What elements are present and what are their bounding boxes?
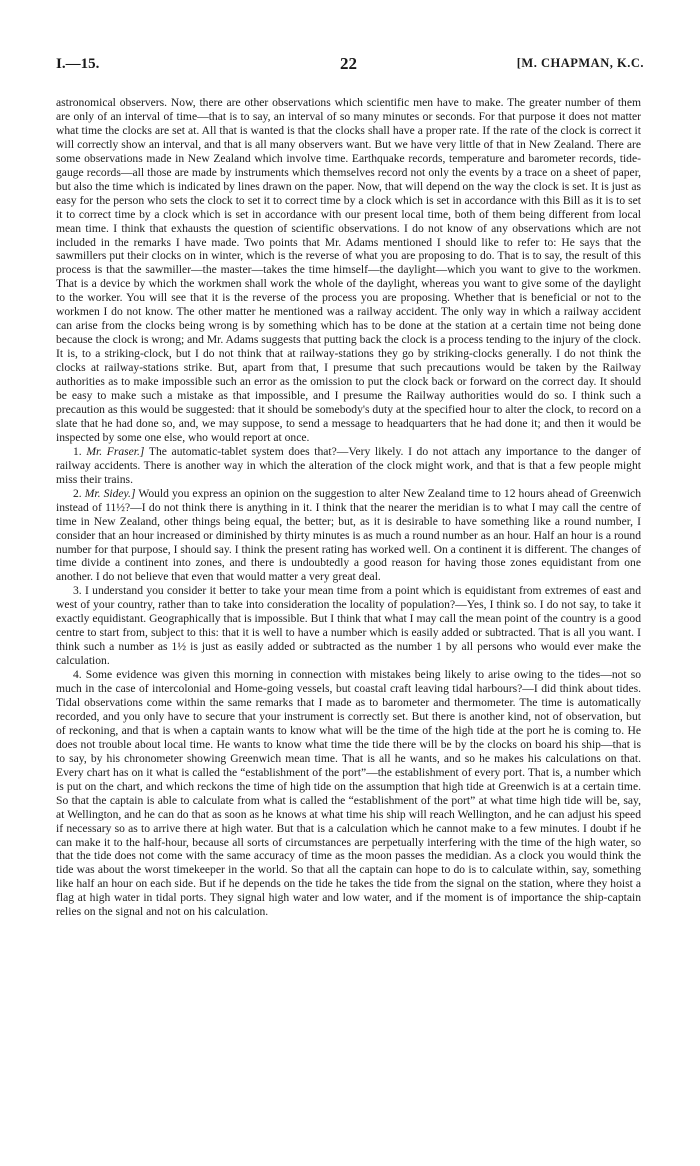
paragraph-text: astronomical observers. Now, there are other observations which scientific men have to make. The greater number of them are only of an interval of time—that is to say, an interval of so many minutes or seconds. For that purpose it does not matter what time the clocks are set at. All that is wanted is that the clocks shall have a proper rate. If the rate of the clock is correct it will correctly show an interval, and that is all many observers want. But we have very little of that in New Zealand. There are some observations made in New Zealand which involve time. Earthquake records, temperature and barometer records, tide-gauge records—all those are made by instruments which themselves record not only the events by a trace on a sheet of paper, but also the time which is indicated by lines drawn on the paper. Now, that will depend on the way the clock is set. It is just as easy for the person who sets the clock to set it to correct time by a clock which is set in accordance with this Bill as it is to set it to correct time by a clock which is set in accordance with our present local time, both of them being different from local mean time. I think that exhausts the question of scientific observations. I do not know of any observations which are not included in the remarks I have made. Two points that Mr. Adams mentioned I should like to refer to: He says that the sawmillers put their clocks on in winter, which is the reverse of what you are proposing to do. That is to say, the result of this process is that the sawmiller—the master—takes the time himself—the daylight—which you want to give to the workmen. That is a device by which the workmen shall work the whole of the daylight, whereas you want to give some of the daylight to the worker. You will see that it is the reverse of the process you are proposing. Whether that is beneficial or not to the workmen I do not know. The other matter he mentioned was a railway accident. The only way in which a railway accident can arise from the clocks being wrong is by something which has to be done at the station at a certain time not being done because the clock is wrong; and Mr. Adams suggests that putting back the clock is a process tending to the injury of the clock. It is, to a striking-clock, but I do not think that at railway-stations they go by striking-clocks generally. I do not think the clocks at railway-stations strike. But, apart from that, I presume that such precautions would be taken by the Railway authorities as to make impossible such an error as the omission to put the clock back or forward on the correct day. It should be easy to make such a mistake as that impossible, and I presume the Railway authorities would do so. I think such a precaution as this would be suggested: that it should be somebody's duty at the specified hour to alter the clock, to record on a slate that he had done so, and, we may suppose, to send a message to headquarters that he had done it; and then it would be inspected by some one else, who would report at once. (56, 96, 641, 444)
question-number: 2. (73, 486, 82, 500)
question-paragraph (56, 584, 641, 668)
question-paragraph (56, 668, 641, 919)
paragraph-text: Would you express an opinion on the suggestion to alter New Zealand time to 12 hours ahead of Greenwich instead of 11½?—I do not think there is anything in it. I think that the nearer the meridian is to what I may call the centre of time in New Zealand, other things being equal, the better; but, as it is desirable to have something like a round number, I consider that an hour increased or diminished by thirty minutes is as much a round number as an hour. Half an hour is a round number for that purpose, I should say. I think the present rating has worked well. On a continent it is different. The changes of time divide a continent into zones, and there is undoubtedly a good reason for having those zones equidistant from one another. I do not believe that even that would matter a very great deal. (56, 486, 641, 584)
paragraph-text: I understand you consider it better to take your mean time from a point which is equidistant from extremes of east and west of your country, rather than to take into consideration the locality of population?—Yes, I think so. I do not say, to take it exactly equidistant. Geographically that is impossible. But I think that what I may call the mean point of the country is a good centre to start from, subject to this: that it is well to have a number which is easily added or subtracted. That is all you want. I think such a number as 1½ is just as easily added or subtracted as the number 1 by all persons who would ever make the calculation. (56, 584, 641, 668)
witness-name: [M. CHAPMAN, K.C. (516, 56, 644, 70)
question-paragraph (56, 487, 641, 585)
question-paragraph (56, 445, 641, 487)
page-number: 22 (340, 54, 357, 73)
question-number: 1. (73, 444, 82, 458)
speaker-name: Mr. Sidey.] (84, 486, 136, 500)
document-page (56, 54, 644, 919)
question-number: 4. (73, 668, 82, 682)
question-number: 3. (73, 584, 82, 598)
document-reference: I.—15. (56, 56, 100, 72)
page-header (56, 54, 644, 80)
paragraph-text: The automatic-tablet system does that?—Very likely. I do not attach any importance to the danger of railway accidents. There is another way in which the alteration of the clock might work, and that is that a few people might miss their trains. (56, 444, 641, 486)
speaker-name: Mr. Fraser.] (86, 444, 145, 458)
body-text (56, 96, 641, 919)
paragraph-continuation (56, 96, 641, 445)
paragraph-text: Some evidence was given this morning in connection with mistakes being likely to arise owing to the tides—not so much in the case of intercolonial and Home-going vessels, but coastal craft leaving tidal harbours?—I did think about tides. Tidal observations come within the same remarks that I made as to barometer and thermometer. The time is automatically recorded, and you only have to secure that your instrument is correctly set. But there is another kind, not of observation, but of reckoning, and that is when a captain wants to know what will be the time of the high tide at the port he is coming to. He does not trouble about local time. He wants to know what time the tide there will be by the clocks on board his ship—that is to say, by his chronometer showing Greenwich mean time. That is all he wants, and so he makes his calculations on that. Every chart has on it what is called the “establishment of the port”—the establishment of every port. That is, a number which is put on the chart, and which reckons the time of high tide on the assumption that high tide at Greenwich is at a certain time. So that the captain is able to calculate from what is called the “establishment of the port” at what time high tide will be, say, at Wellington, and he can do that as soon as he knows at what time his ship will reach Wellington, and he can adjust his speed if necessary so as to arrive there at high water. But that is a calculation which he cannot make to a few minutes. I doubt if he can make it to the half-hour, because all sorts of circumstances are perpetually interfering with the time of the high water, so that the tide does not come with the same accuracy of time as the moon passes the medidian. As a clock you would think the tide was about the worst timekeeper in the world. So that all the captain can hope to do is to calculate within, say, something like half an hour on each side. But if he depends on the tide he takes the tide from the signal on the station, where they hoist a flag at high water in tidal ports. They signal high water and low water, and if the moment is of importance the ship-captain relies on the signal and not on his calculation. (56, 668, 642, 919)
